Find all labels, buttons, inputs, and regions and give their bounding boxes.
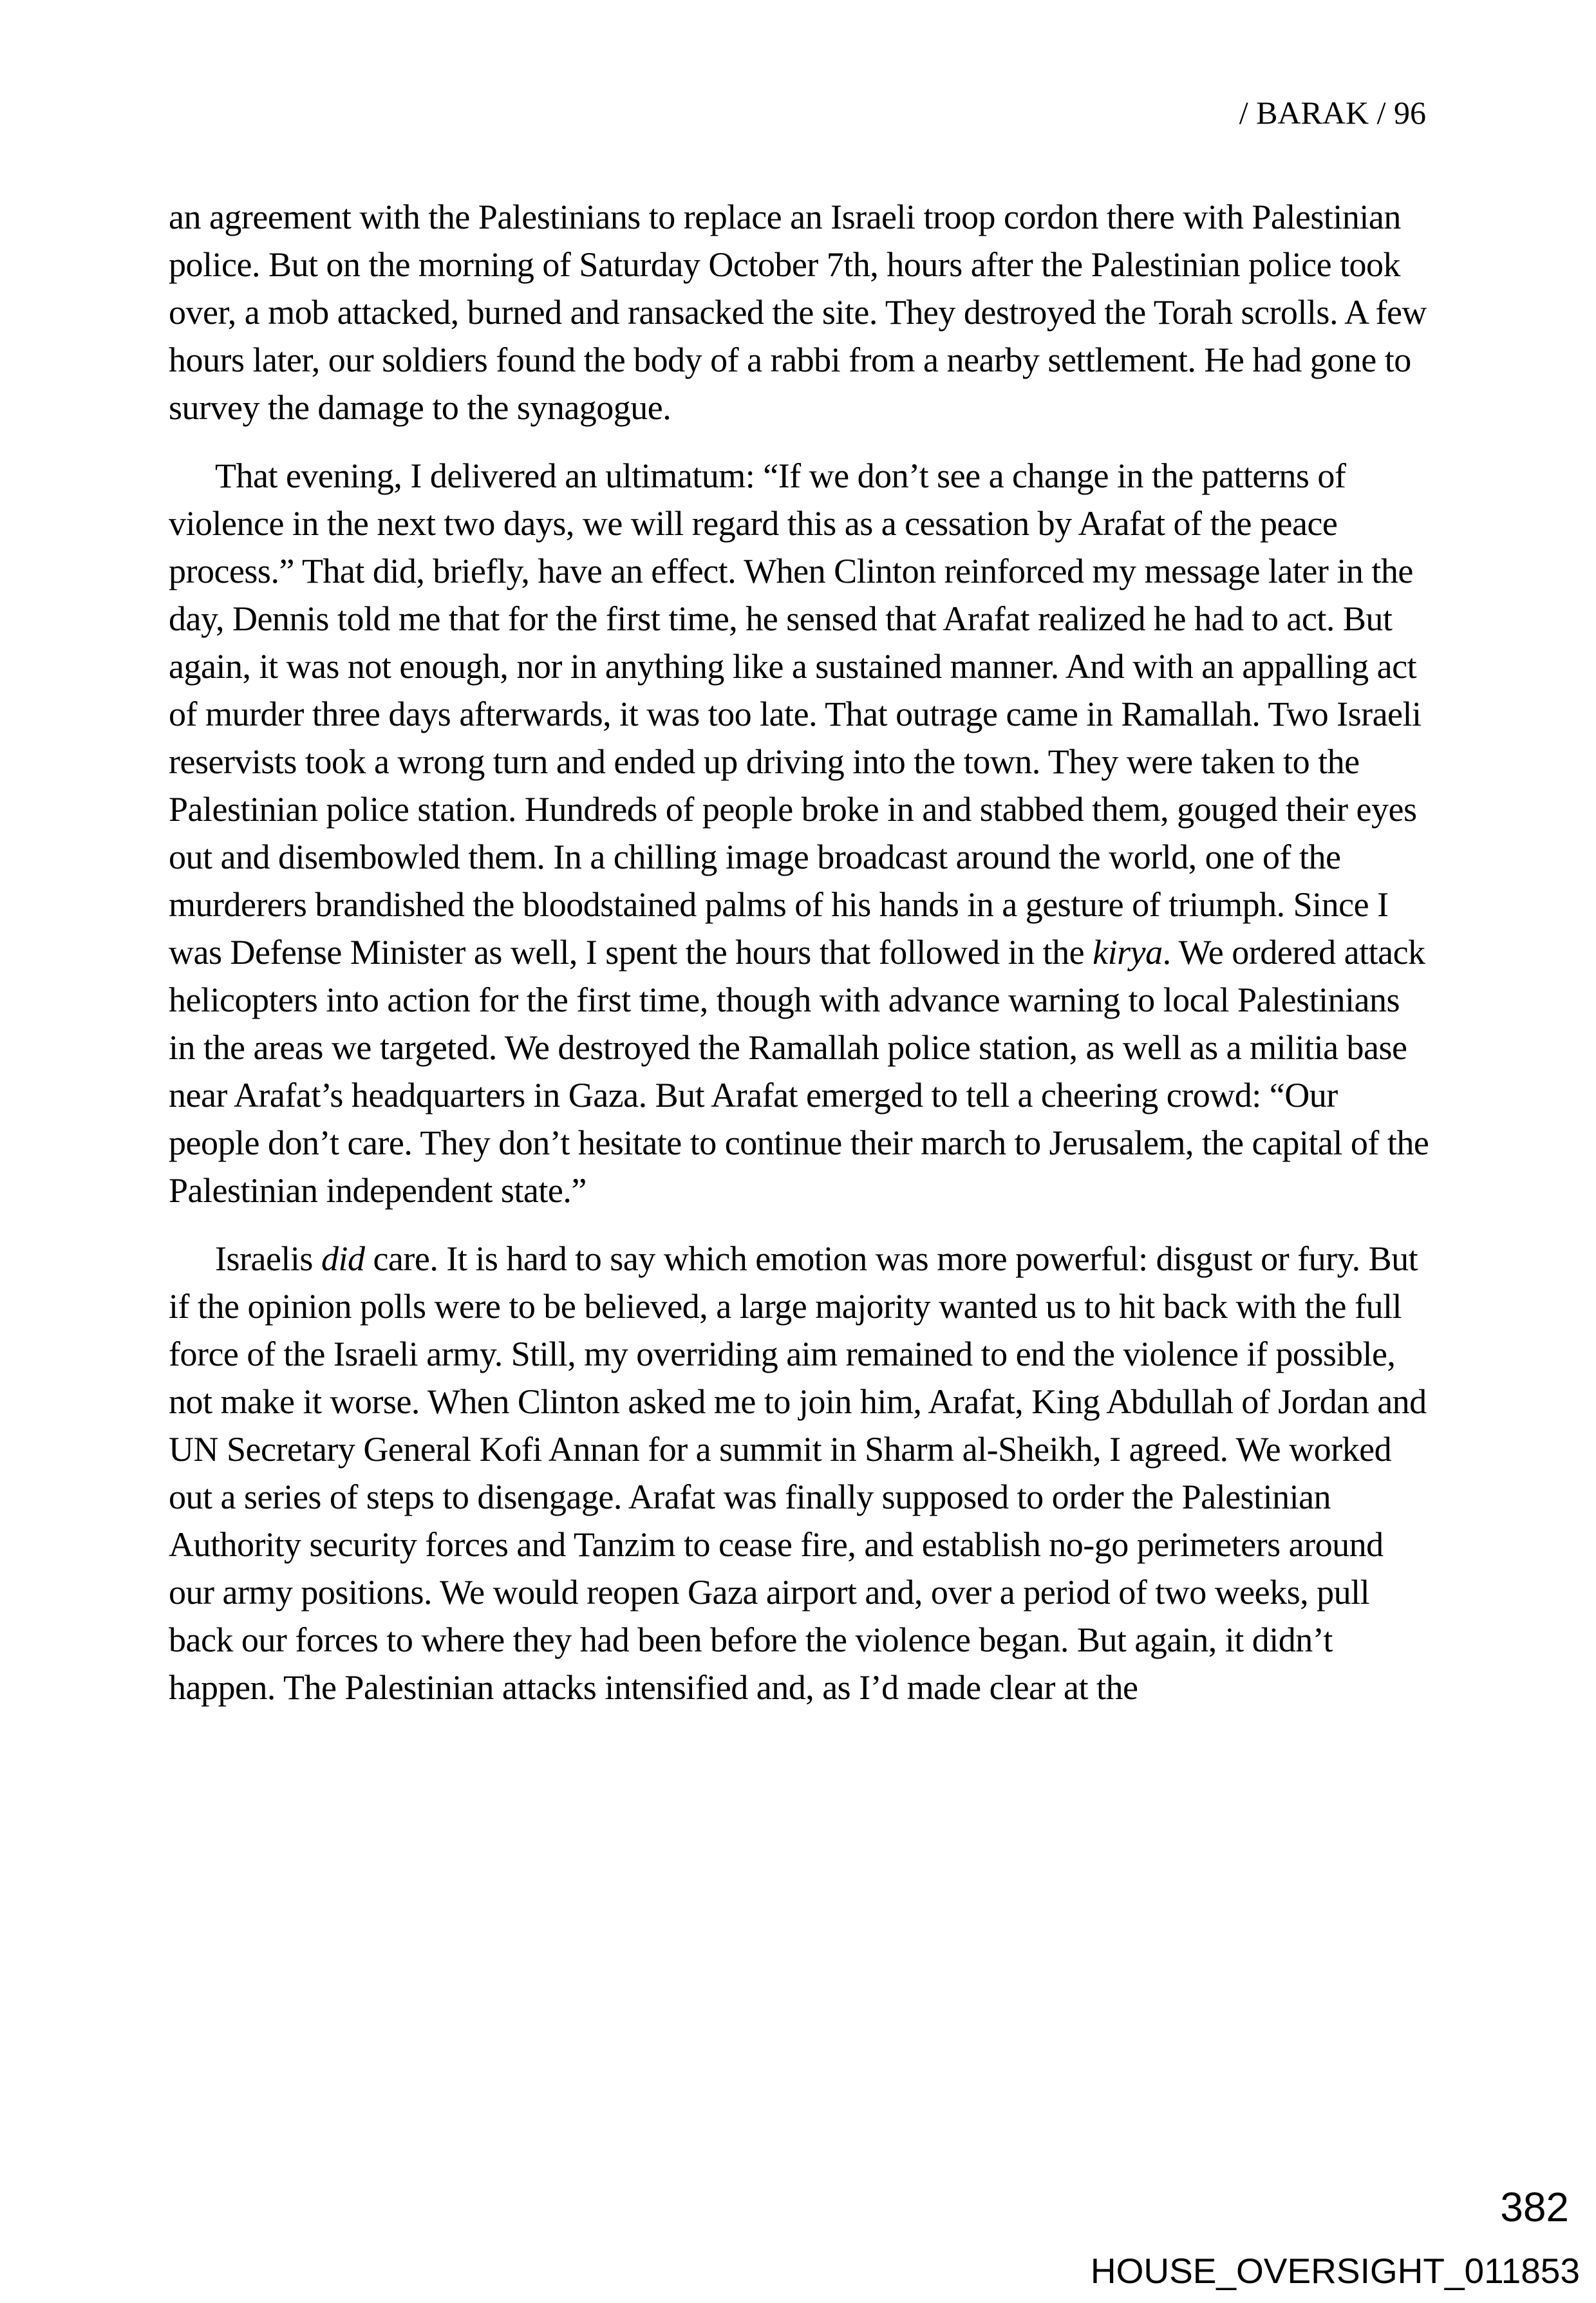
- text-run: Israelis: [215, 1239, 321, 1278]
- paragraph: [169, 193, 1429, 431]
- text-run: an agreement with the Palestinians to replace an Israeli troop cordon there with Palestinian police. But on the morning of Saturday October 7th, hours after the Palestinian police took over, a mob attacked, burned and ransacked the site. They destroyed the Torah scrolls. A few hours later, our soldiers found the body of a rabbi from a nearby settlement. He had gone to survey the damage to the synagogue.: [169, 198, 1427, 427]
- document-body: [169, 193, 1429, 1732]
- text-run: That evening, I delivered an ultimatum: “If we don’t see a change in the patterns of violence in the next two days, we will regard this as a cessation by Arafat of the peace process.” That did, briefly, have an effect. When Clinton reinforced my message later in the day, Dennis told me that for the first time, he sensed that Arafat realized he had to act. But again, it was not enough, nor in anything like a sustained manner. And with an appalling act of murder three days afterwards, it was too late. That outrage came in Ramallah. Two Israeli reservists took a wrong turn and ended up driving into the town. They were taken to the Palestinian police station. Hundreds of people broke in and stabbed them, gouged their eyes out and disembowled them. In a chilling image broadcast around the world, one of the murderers brandished the bloodstained palms of his hands in a gesture of triumph. Since I was Defense Minister as well, I spent the hours that followed in the: [169, 456, 1422, 972]
- text-run: care. It is hard to say which emotion was more powerful: disgust or fury. But if the opinion polls were to be believed, a large majority wanted us to hit back with the full force of the Israeli army. Still, my overriding aim remained to end the violence if possible, not make it worse. When Clinton asked me to join him, Arafat, King Abdullah of Jordan and UN Secretary General Kofi Annan for a summit in Sharm al-Sheikh, I agreed. We worked out a series of steps to disengage. Arafat was finally supposed to order the Palestinian Authority security forces and Tanzim to cease fire, and establish no-go perimeters around our army positions. We would reopen Gaza airport and, over a period of two weeks, pull back our forces to where they had been before the violence began. But again, it didn’t happen. The Palestinian attacks intensified and, as I’d made clear at the: [169, 1239, 1427, 1707]
- page-number: 382: [1500, 2184, 1569, 2230]
- italic-text-run: kirya: [1093, 933, 1163, 972]
- text-run: . We ordered attack helicopters into action for the first time, though with advance warning to local Palestinians in the areas we targeted. We destroyed the Ramallah police station, as well as a militia base near Arafat’s headquarters in Gaza. But Arafat emerged to tell a cheering crowd: “Our people don’t care. They don’t hesitate to continue their march to Jerusalem, the capital of the Palestinian independent state.”: [169, 933, 1429, 1210]
- paragraph: [169, 452, 1429, 1214]
- bates-stamp: HOUSE_OVERSIGHT_011853: [1090, 2251, 1580, 2291]
- italic-text-run: did: [321, 1239, 365, 1278]
- running-header: / BARAK / 96: [1239, 95, 1426, 131]
- paragraph: [169, 1235, 1429, 1711]
